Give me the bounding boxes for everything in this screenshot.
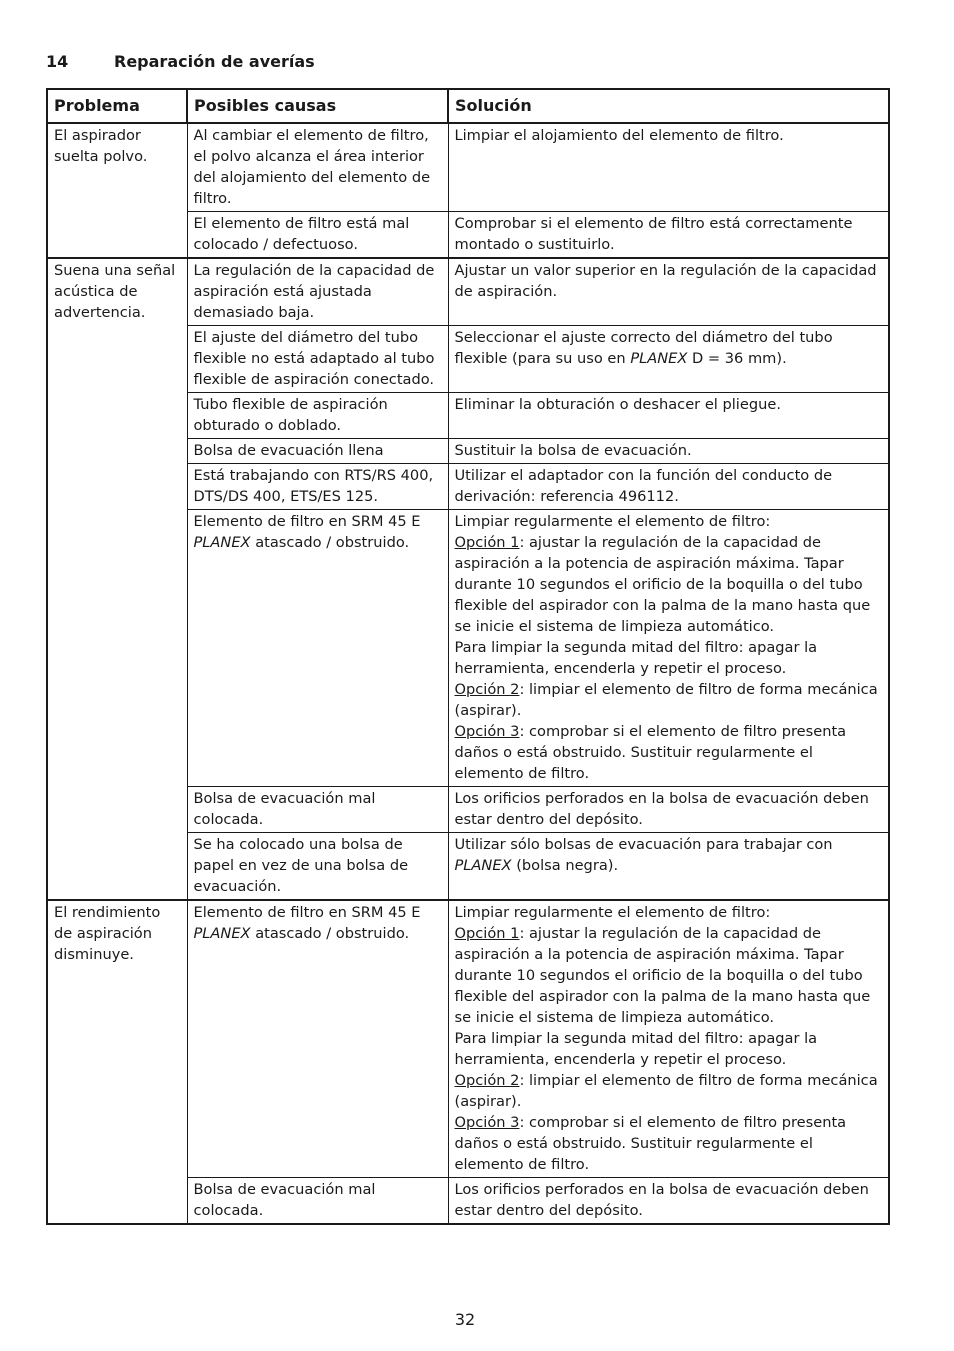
page-number: 32 [454, 1310, 476, 1329]
brand-name: PLANEX [454, 857, 512, 874]
solution-text: (bolsa negra). [511, 857, 619, 874]
solution-cell: Utilizar el adaptador con la función del conducto de derivación: referencia 496112. [448, 464, 889, 510]
option-text: : limpiar el elemento de filtro de forma mecánica (aspirar). [454, 681, 878, 719]
half-filter-note: Para limpiar la segunda mitad del filtro: apagar la herramienta, encenderla y repetir el proceso. [454, 1030, 818, 1068]
option-paragraph [455, 679, 883, 721]
solution-cell [448, 900, 889, 1178]
option-paragraph [455, 923, 883, 1028]
solution-text: D = 36 mm). [687, 350, 787, 367]
option-text: : ajustar la regulación de la capacidad de aspiración a la potencia de aspiración máxima. Tapar durante 10 segundos el orificio de la boquilla o del tubo flexible del aspirador con la palma de la mano hasta que se inicie el sistema de limpieza automático. [454, 534, 871, 635]
problem-group [47, 900, 889, 1224]
option-label: Opción 1 [454, 925, 520, 942]
option-text: : comprobar si el elemento de filtro presenta daños o está obstruido. Sustituir regularmente el elemento de filtro. [454, 723, 847, 782]
cause-cell: Está trabajando con RTS/RS 400, DTS/DS 400, ETS/ES 125. [187, 464, 448, 510]
cause-text: atascado / obstruido. [250, 925, 410, 942]
cause-text: Elemento de filtro en SRM 45 E [193, 513, 421, 530]
cause-cell: Tubo flexible de aspiración obturado o doblado. [187, 393, 448, 439]
problem-cell: El aspirador suelta polvo. [47, 123, 187, 258]
option-paragraph [455, 532, 883, 637]
cause-text: Elemento de filtro en SRM 45 E [193, 904, 421, 921]
solution-text: Utilizar sólo bolsas de evacuación para trabajar con [454, 836, 833, 853]
solution-cell: Comprobar si el elemento de filtro está correctamente montado o sustituirlo. [448, 212, 889, 259]
table-row [47, 900, 889, 1178]
solution-text: Seleccionar el ajuste correcto del diámetro del tubo flexible (para su uso en [454, 329, 833, 367]
option-label: Opción 2 [454, 681, 520, 698]
cause-cell: Bolsa de evacuación mal colocada. [187, 1178, 448, 1225]
option-label: Opción 3 [454, 1114, 520, 1131]
solution-cell [448, 510, 889, 787]
cause-cell: Se ha colocado una bolsa de papel en vez de una bolsa de evacuación. [187, 833, 448, 901]
solution-cell: Limpiar el alojamiento del elemento de filtro. [448, 123, 889, 212]
section-heading [46, 52, 315, 71]
solution-cell: Sustituir la bolsa de evacuación. [448, 439, 889, 464]
cause-cell: El elemento de filtro está mal colocado / defectuoso. [187, 212, 448, 259]
solution-cell: Ajustar un valor superior en la regulación de la capacidad de aspiración. [448, 258, 889, 326]
brand-name: PLANEX [193, 534, 251, 551]
table-row [47, 123, 889, 212]
solution-cell [448, 326, 889, 393]
problem-cell: El rendimiento de aspiración disminuye. [47, 900, 187, 1224]
header-problem: Problema [47, 89, 187, 123]
option-label: Opción 1 [454, 534, 520, 551]
solution-cell: Los orificios perforados en la bolsa de evacuación deben estar dentro del depósito. [448, 787, 889, 833]
section-title: Reparación de averías [114, 52, 315, 71]
table-header-row [47, 89, 889, 123]
table-row [47, 258, 889, 326]
solution-cell: Eliminar la obturación o deshacer el pliegue. [448, 393, 889, 439]
option-text: : limpiar el elemento de filtro de forma mecánica (aspirar). [454, 1072, 878, 1110]
solution-cell [448, 833, 889, 901]
cause-cell: La regulación de la capacidad de aspiración está ajustada demasiado baja. [187, 258, 448, 326]
half-filter-note: Para limpiar la segunda mitad del filtro: apagar la herramienta, encenderla y repetir el proceso. [454, 639, 818, 677]
option-label: Opción 3 [454, 723, 520, 740]
section-number: 14 [46, 52, 69, 71]
problem-cell: Suena una señal acústica de advertencia. [47, 258, 187, 900]
cause-cell: Al cambiar el elemento de filtro, el polvo alcanza el área interior del alojamiento del elemento de filtro. [187, 123, 448, 212]
option-paragraph [455, 1112, 883, 1175]
cause-cell: Bolsa de evacuación mal colocada. [187, 787, 448, 833]
option-paragraph [455, 1070, 883, 1112]
cause-cell: El ajuste del diámetro del tubo flexible no está adaptado al tubo flexible de aspiración conectado. [187, 326, 448, 393]
option-paragraph [455, 721, 883, 784]
brand-name: PLANEX [630, 350, 688, 367]
cause-cell: Bolsa de evacuación llena [187, 439, 448, 464]
problem-group [47, 123, 889, 258]
cause-cell [187, 900, 448, 1178]
option-text: : ajustar la regulación de la capacidad de aspiración a la potencia de aspiración máxima. Tapar durante 10 segundos el orificio de la boquilla o del tubo flexible del aspirador con la palma de la mano hasta que se inicie el sistema de limpieza automático. [454, 925, 871, 1026]
header-solution: Solución [448, 89, 889, 123]
option-label: Opción 2 [454, 1072, 520, 1089]
troubleshooting-table [46, 88, 890, 1225]
problem-group [47, 258, 889, 900]
header-causes: Posibles causas [187, 89, 448, 123]
solution-intro: Limpiar regularmente el elemento de filtro: [454, 904, 771, 921]
brand-name: PLANEX [193, 925, 251, 942]
cause-cell [187, 510, 448, 787]
solution-cell: Los orificios perforados en la bolsa de evacuación deben estar dentro del depósito. [448, 1178, 889, 1225]
cause-text: atascado / obstruido. [250, 534, 410, 551]
option-text: : comprobar si el elemento de filtro presenta daños o está obstruido. Sustituir regularmente el elemento de filtro. [454, 1114, 847, 1173]
solution-intro: Limpiar regularmente el elemento de filtro: [454, 513, 771, 530]
